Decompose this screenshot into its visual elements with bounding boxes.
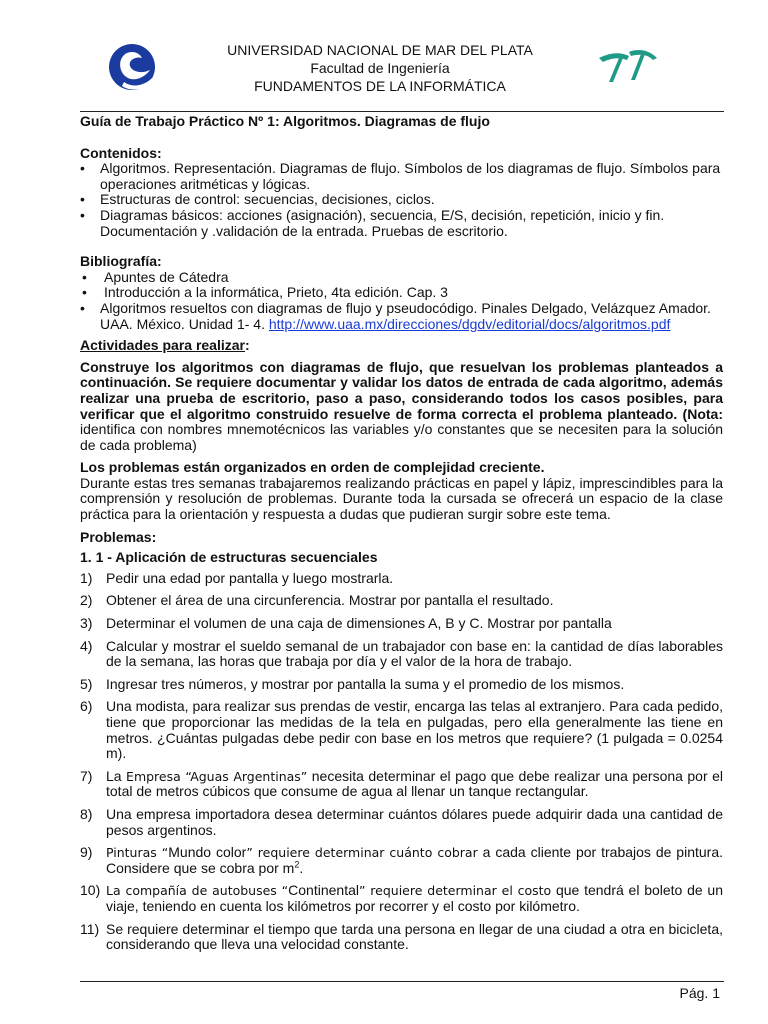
footer-divider [80, 981, 724, 982]
organizacion-heading: Los problemas están organizados en orden de complejidad creciente. [80, 459, 545, 476]
page-number: Pág. 1 [679, 985, 720, 1001]
problem-item: 11) Se requiere determinar el tiempo que tarda una persona en llegar de una ciudad a otra en bicicleta, considerando que lleva una velocidad constante. [80, 920, 723, 953]
list-item: • Estructuras de control: secuencias, decisiones, ciclos. [80, 191, 435, 208]
bullet-icon: • [82, 268, 87, 285]
list-item: • Algoritmos. Representación. Diagramas de flujo. Símbolos de los diagramas de flujo. Símbolos para operaciones aritméticas y lógicas. [80, 160, 721, 192]
list-item: • Introducción a la informática, Prieto, 4ta edición. Cap. 3 [82, 284, 448, 301]
organizacion-paragraph: Durante estas tres semanas trabajaremos realizando prácticas en papel y lápiz, imprescindibles para la comprensión y resolución de problemas. Durante toda la cursada se ofrecerá un espacio de la clase práctica para la orientación y respuesta a dudas que pudieran surgir sobre este tema. [80, 474, 723, 523]
document-header [160, 41, 600, 95]
university-name: UNIVERSIDAD NACIONAL DE MAR DEL PLATA [227, 42, 533, 58]
document-body [80, 114, 723, 953]
bibliography-link[interactable]: http://www.uaa.mx/direcciones/dgdv/editorial/docs/algoritmos.pdf [268, 315, 671, 332]
problem-item: 6) Una modista, para realizar sus prendas de vestir, encarga las telas al extranjero. Para cada pedido, tiene que proporcionar las medidas de la tela en pulgadas, pero ella generalmente las tiene en metros. ¿Cuántas pulgadas debe pedir con base en los metros que requiere? (1 pulgada = 0.0254 m). [80, 698, 723, 762]
section-title: 1. 1 - Aplicación de estructuras secuenciales [80, 549, 378, 566]
bibliografia-heading: Bibliografía: [80, 253, 162, 270]
bullet-icon: • [80, 299, 85, 316]
problemas-heading: Problemas: [80, 528, 157, 545]
problem-item: 10) La compañía de autobuses “Continental” requiere determinar el costo que tendrá el boleto de un viaje, teniendo en cuenta los kilómetros por recorrer y el costo por kilómetro. [80, 882, 724, 914]
header-divider [80, 111, 724, 112]
bullet-icon: • [82, 284, 87, 301]
problem-item: 3) Determinar el volumen de una caja de dimensiones A, B y C. Mostrar por pantalla [80, 615, 612, 632]
list-item: • Diagramas básicos: acciones (asignación), secuencia, E/S, decisión, repetición, inicio y fin. Documentación y .validación de la entrada. Pruebas de escritorio. [80, 206, 665, 239]
contenidos-heading: Contenidos: [80, 144, 162, 161]
bullet-icon: • [80, 160, 85, 177]
university-logo-icon [106, 42, 158, 92]
list-item: • Algoritmos resueltos con diagramas de flujo y pseudocódigo. Pinales Delgado, Velázquez Amador. UAA. México. Unidad 1- 4. http://www.uaa.mx/direcciones/dgdv/editorial/docs/algoritmos.pdf [80, 299, 711, 332]
course-name: FUNDAMENTOS DE LA INFORMÁTICA [254, 78, 506, 94]
faculty-logo-icon [597, 46, 659, 84]
problem-item: 2) Obtener el área de una circunferencia. Mostrar por pantalla el resultado. [80, 592, 554, 609]
bullet-icon: • [80, 206, 85, 223]
actividades-paragraph: Construye los algoritmos con diagramas de flujo, que resuelvan los problemas planteados a continuación. Se requiere documentar y validar los datos de entrada de cada algoritmo, además realizar una prueba de escritorio, paso a paso, considerando todos los casos posibles, para verificar que el algoritmo construido resuelve de forma correcta el problema planteado. (Nota: identifica con nombres mnemotécnicos las variables y/o constantes que se necesiten para la solución de cada problema) [80, 358, 723, 453]
problem-item: 7) La Empresa “Aguas Argentinas” necesita determinar el pago que debe realizar una persona por el total de metros cúbicos que consume de agua al llenar un tanque rectangular. [80, 767, 723, 800]
problem-item: 1) Pedir una edad por pantalla y luego mostrarla. [80, 569, 394, 586]
faculty-name: Facultad de Ingeniería [310, 60, 450, 76]
problem-item: 5) Ingresar tres números, y mostrar por pantalla la suma y el promedio de los mismos. [80, 675, 625, 692]
problem-item: 8) Una empresa importadora desea determinar cuántos dólares puede adquirir dada una cantidad de pesos argentinos. [80, 805, 723, 838]
actividades-heading: Actividades para realizar: [80, 337, 250, 354]
problem-item: 4) Calcular y mostrar el sueldo semanal de un trabajador con base en: la cantidad de días laborables de la semana, las horas que trabaja por día y el valor de la hora de trabajo. [80, 637, 723, 670]
list-item: • Apuntes de Cátedra [82, 268, 229, 285]
bullet-icon: • [80, 191, 85, 208]
problem-item: 9) Pinturas “Mundo color” requiere determinar cuánto cobrar a cada cliente por trabajos de pintura. Considere que se cobra por $m^2$. [80, 844, 724, 876]
page-title: Guía de Trabajo Práctico Nº 1: Algoritmos. Diagramas de flujo [80, 113, 490, 129]
